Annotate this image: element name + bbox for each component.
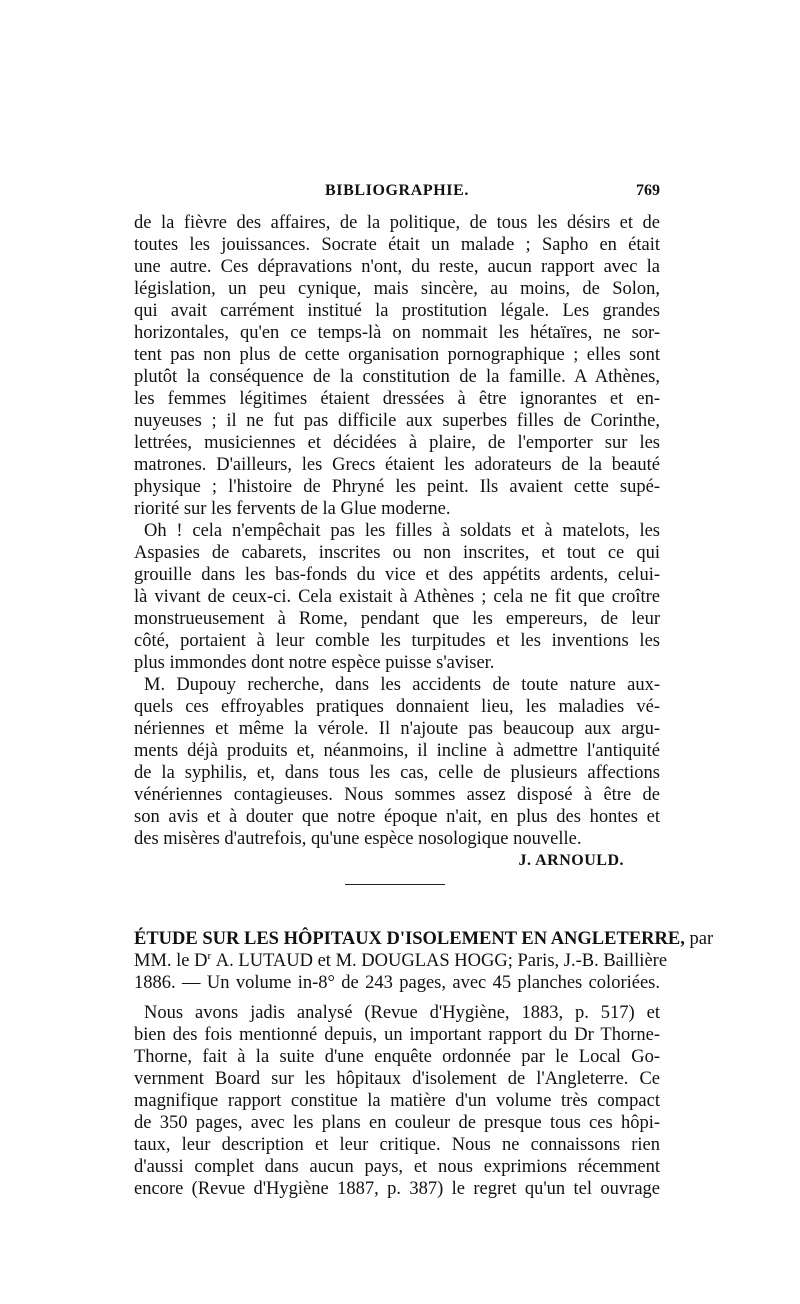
text-line: qui avait carrément institué la prostitution légale. Les grandes — [134, 301, 660, 321]
text-line: les femmes légitimes étaient dressées à être ignorantes et en- — [134, 389, 660, 409]
text-line: Nous avons jadis analysé (Revue d'Hygiène, 1883, p. 517) et — [144, 1003, 660, 1023]
heading-by: par — [689, 929, 714, 949]
text-line: nériennes et même la vérole. Il n'ajoute pas beaucoup aux argu- — [134, 719, 660, 739]
text-line: magnifique rapport constitue la matière d'un volume très compact — [134, 1091, 660, 1111]
text-line: nuyeuses ; il ne fut pas difficile aux superbes filles de Corinthe, — [134, 411, 660, 431]
text-line: tent pas non plus de cette organisation pornographique ; elles sont — [134, 345, 660, 365]
text-line: législation, un peu cynique, mais sincère, au moins, de Solon, — [134, 279, 660, 299]
text-line: riorité sur les fervents de la Glue moderne. — [134, 499, 451, 519]
publisher: ; Paris, J.-B. Baillière — [507, 951, 668, 971]
text-line: monstrueusement à Rome, pendant que les empereurs, de leur — [134, 609, 660, 629]
authors-and: et M. — [317, 951, 357, 971]
text-line: horizontales, qu'en ce temps-là on nommait les hétaïres, ne sor- — [134, 323, 660, 343]
text-line: plus immondes dont notre espèce puisse s'aviser. — [134, 653, 495, 673]
review-authors — [134, 949, 668, 972]
text-line: côté, portaient à leur comble les turpitudes et les inventions les — [134, 631, 660, 651]
text-line: taux, leur description et leur critique. Nous ne connaissons rien — [134, 1135, 660, 1155]
text-line: ments déjà produits et, néanmoins, il incline à admettre l'antiquité — [134, 741, 660, 761]
text-line: M. Dupouy recherche, dans les accidents de toute nature aux- — [144, 675, 660, 695]
text-line: d'aussi complet dans aucun pays, et nous exprimions récemment — [134, 1157, 660, 1177]
section-divider — [345, 884, 445, 885]
text-line: Thorne, fait à la suite d'une enquête ordonnée par le Local Go- — [134, 1047, 660, 1067]
edition-line: 1886. — Un volume in-8° de 243 pages, avec 45 planches coloriées. — [134, 973, 660, 993]
text-line: physique ; l'histoire de Phryné les peint. Ils avaient cette supé- — [134, 477, 660, 497]
doctor-title: $D^r$ — [194, 949, 212, 971]
text-line: une autre. Ces dépravations n'ont, du reste, aucun rapport avec la — [134, 257, 660, 277]
page-number: 769 — [636, 182, 660, 199]
text-line: Oh ! cela n'empêchait pas les filles à soldats et à matelots, les — [144, 521, 660, 541]
running-head — [134, 182, 660, 206]
text-line: des misères d'autrefois, qu'une espèce nosologique nouvelle. — [134, 829, 582, 849]
text-line: de 350 pages, avec les plans en couleur de presque tous ces hôpi- — [134, 1113, 660, 1133]
text-line: son avis et à douter que notre époque n'ait, en plus des hontes et — [134, 807, 660, 827]
text-line: vénériennes contagieuses. Nous sommes assez disposé à être de — [134, 785, 660, 805]
text-line: de la syphilis, et, dans tous les cas, celle de plusieurs affections — [134, 763, 660, 783]
text-line: Aspasies de cabarets, inscrites ou non inscrites, et tout ce qui — [134, 543, 660, 563]
authors-prefix: MM. le — [134, 951, 190, 971]
text-line: vernment Board sur les hôpitaux d'isolement de l'Angleterre. Ce — [134, 1069, 660, 1089]
author-lutaud: A. LUTAUD — [215, 951, 313, 971]
book-title: ÉTUDE SUR LES HÔPITAUX D'ISOLEMENT EN ANGLETERRE, — [134, 929, 685, 949]
text-line: plutôt la conséquence de la constitution de la famille. A Athènes, — [134, 367, 660, 387]
text-line: matrones. D'ailleurs, les Grecs étaient les adorateurs de la beauté — [134, 455, 660, 475]
review-heading — [134, 928, 714, 950]
text-line: lettrées, musiciennes et décidées à plaire, de l'emporter sur les — [134, 433, 660, 453]
author-signature: J. ARNOULD. — [518, 852, 624, 869]
text-line: là vivant de ceux-ci. Cela existait à Athènes ; cela ne fit que croître — [134, 587, 660, 607]
text-line: grouille dans les bas-fonds du vice et des appétits ardents, celui- — [134, 565, 660, 585]
author-hogg: DOUGLAS HOGG — [361, 951, 508, 971]
text-line: quels ces effroyables pratiques donnaient lieu, les maladies vé- — [134, 697, 660, 717]
text-line: toutes les jouissances. Socrate était un malade ; Sapho en était — [134, 235, 660, 255]
text-line: encore (Revue d'Hygiène 1887, p. 387) le regret qu'un tel ouvrage — [134, 1179, 660, 1199]
text-line: de la fièvre des affaires, de la politique, de tous les désirs et de — [134, 213, 660, 233]
running-title: BIBLIOGRAPHIE. — [325, 182, 469, 199]
text-line: bien des fois mentionné depuis, un important rapport du Dr Thorne- — [134, 1025, 660, 1045]
